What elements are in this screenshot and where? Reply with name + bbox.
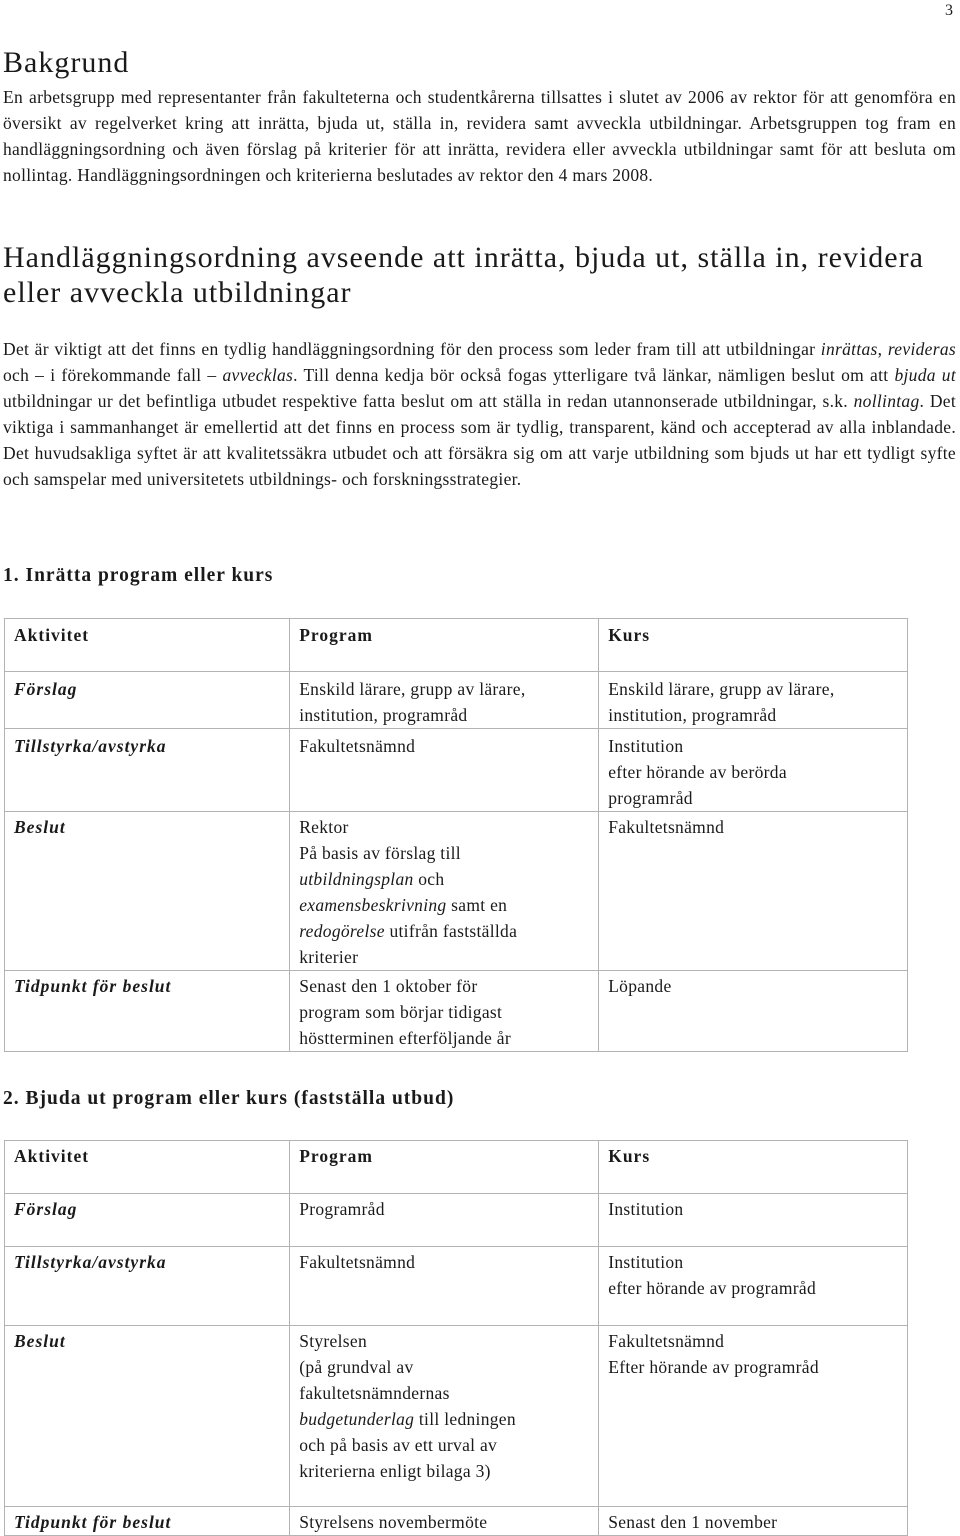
cell-line: Fakultetsnämnd xyxy=(299,1252,416,1272)
page-number: 3 xyxy=(945,2,953,19)
table-row xyxy=(5,1507,908,1536)
section1-table xyxy=(4,618,908,1052)
kurs-cell xyxy=(599,971,908,1052)
activity-cell: Tillstyrka/avstyrka xyxy=(5,729,290,812)
activity-cell: Beslut xyxy=(5,1326,290,1507)
background-paragraph: En arbetsgrupp med representanter från fakulteterna och studentkårerna tillsattes i slutet av 2006 av rektor för att genomföra en översikt av regelverket kring att inrätta, bjuda ut, ställa in, revidera samt avveckla utbildningar. Arbetsgruppen tog fram en handläggningsordning och även förslag på kriterier för att inrätta, revidera eller avveckla utbildningar samt för att besluta om nollintag. Handläggningsordningen och kriterierna beslutades av rektor den 4 mars 2008. xyxy=(3,87,956,185)
table-row xyxy=(5,672,908,729)
cell-line: kriterierna enligt bilaga 3) xyxy=(299,1461,491,1481)
program-cell xyxy=(290,1326,599,1507)
column-header: Program xyxy=(290,1141,599,1194)
table-header-row xyxy=(5,1141,908,1194)
column-header: Aktivitet xyxy=(5,619,290,672)
table-row xyxy=(5,812,908,971)
cell-line: och på basis av ett urval av xyxy=(299,1435,498,1455)
table-header-row xyxy=(5,619,908,672)
kurs-cell xyxy=(599,729,908,812)
table-row xyxy=(5,971,908,1052)
cell-line: programråd xyxy=(608,788,693,808)
cell-line: Institution xyxy=(608,1199,684,1219)
procedure-emphasis: revideras xyxy=(887,339,956,359)
program-cell xyxy=(290,971,599,1052)
cell-line: redogörelse utifrån fastställda xyxy=(299,921,518,941)
procedure-text: . Det viktiga i sammanhanget är emellertid att det finns en process som är tydlig, transparent, känd och accepterad av alla inblandade. Det huvudsakliga syftet är att kvalitetssäkra utbudet och att försäkra sig om att varje utbildning som bjuds ut har ett tydligt syfte och samspelar med universitetets utbildnings- och forskningsstrategier. xyxy=(3,391,956,489)
cell-line: Enskild lärare, grupp av lärare, xyxy=(608,679,835,699)
procedure-emphasis: nollintag xyxy=(853,391,920,411)
kurs-cell xyxy=(599,1194,908,1247)
table-row xyxy=(5,1194,908,1247)
procedure-text: Det är viktigt att det finns en tydlig handläggningsordning för den process som leder fram till att utbildningar xyxy=(3,339,821,359)
table-row xyxy=(5,1247,908,1326)
procedure-emphasis: avvecklas xyxy=(222,365,294,385)
procedure-text: . Till denna kedja bör också fogas ytterligare två länkar, nämligen beslut om att xyxy=(293,365,895,385)
kurs-cell xyxy=(599,1507,908,1536)
activity-cell: Förslag xyxy=(5,672,290,729)
procedure-emphasis: inrättas xyxy=(820,339,878,359)
procedure-heading: Handläggningsordning avseende att inrätta, bjuda ut, ställa in, revidera eller avveckla utbildningar xyxy=(3,241,924,309)
activity-cell: Tidpunkt för beslut xyxy=(5,1507,290,1536)
cell-line: institution, programråd xyxy=(299,705,468,725)
cell-line: höstterminen efterföljande år xyxy=(299,1028,511,1048)
cell-emphasis: redogörelse xyxy=(299,921,385,941)
section1-title: 1. Inrätta program eller kurs xyxy=(3,565,274,586)
background-heading: Bakgrund xyxy=(3,46,130,79)
procedure-emphasis: bjuda ut xyxy=(894,365,957,385)
cell-line: kriterier xyxy=(299,947,359,967)
cell-line: Fakultetsnämnd xyxy=(608,817,725,837)
section2-table xyxy=(4,1140,908,1536)
kurs-cell xyxy=(599,1326,908,1507)
cell-line: Enskild lärare, grupp av lärare, xyxy=(299,679,526,699)
column-header: Program xyxy=(290,619,599,672)
activity-cell: Tidpunkt för beslut xyxy=(5,971,290,1052)
cell-emphasis: budgetunderlag xyxy=(299,1409,415,1429)
procedure-paragraph xyxy=(3,336,956,492)
column-header: Kurs xyxy=(599,619,908,672)
procedure-text: och – i förekommande fall – xyxy=(3,365,223,385)
kurs-cell xyxy=(599,672,908,729)
section2-title: 2. Bjuda ut program eller kurs (fastställa utbud) xyxy=(3,1088,455,1109)
cell-line: utbildningsplan och xyxy=(299,869,445,889)
cell-line: budgetunderlag till ledningen xyxy=(299,1409,516,1429)
cell-line: (på grundval av xyxy=(299,1357,414,1377)
procedure-text: , xyxy=(877,339,888,359)
activity-cell: Förslag xyxy=(5,1194,290,1247)
cell-line: examensbeskrivning samt en xyxy=(299,895,508,915)
table-row xyxy=(5,1326,908,1507)
cell-line: efter hörande av berörda xyxy=(608,762,787,782)
program-cell xyxy=(290,729,599,812)
cell-line: fakultetsnämndernas xyxy=(299,1383,450,1403)
procedure-text: utbildningar ur det befintliga utbudet respektive fatta beslut om att ställa in redan utannonserade utbildningar, s.k. xyxy=(3,391,854,411)
cell-line: Efter hörande av programråd xyxy=(608,1357,819,1377)
cell-line: Styrelsen xyxy=(299,1331,368,1351)
cell-emphasis: examensbeskrivning xyxy=(299,895,447,915)
cell-line: Fakultetsnämnd xyxy=(608,1331,725,1351)
cell-line: program som börjar tidigast xyxy=(299,1002,503,1022)
activity-cell: Beslut xyxy=(5,812,290,971)
cell-line: Löpande xyxy=(608,976,672,996)
cell-line: Senast den 1 oktober för xyxy=(299,976,478,996)
activity-cell: Tillstyrka/avstyrka xyxy=(5,1247,290,1326)
cell-line: Fakultetsnämnd xyxy=(299,736,416,756)
kurs-cell xyxy=(599,812,908,971)
cell-line: Senast den 1 november xyxy=(608,1512,778,1532)
cell-line: institution, programråd xyxy=(608,705,777,725)
column-header: Kurs xyxy=(599,1141,908,1194)
program-cell xyxy=(290,1507,599,1536)
cell-emphasis: utbildningsplan xyxy=(299,869,414,889)
cell-line: Rektor xyxy=(299,817,349,837)
cell-line: Institution xyxy=(608,1252,684,1272)
program-cell xyxy=(290,1247,599,1326)
program-cell xyxy=(290,1194,599,1247)
cell-line: Institution xyxy=(608,736,684,756)
table-row xyxy=(5,729,908,812)
cell-line: Programråd xyxy=(299,1199,385,1219)
column-header: Aktivitet xyxy=(5,1141,290,1194)
program-cell xyxy=(290,812,599,971)
cell-line: På basis av förslag till xyxy=(299,843,461,863)
cell-line: efter hörande av programråd xyxy=(608,1278,816,1298)
kurs-cell xyxy=(599,1247,908,1326)
program-cell xyxy=(290,672,599,729)
cell-line: Styrelsens novembermöte xyxy=(299,1512,488,1532)
